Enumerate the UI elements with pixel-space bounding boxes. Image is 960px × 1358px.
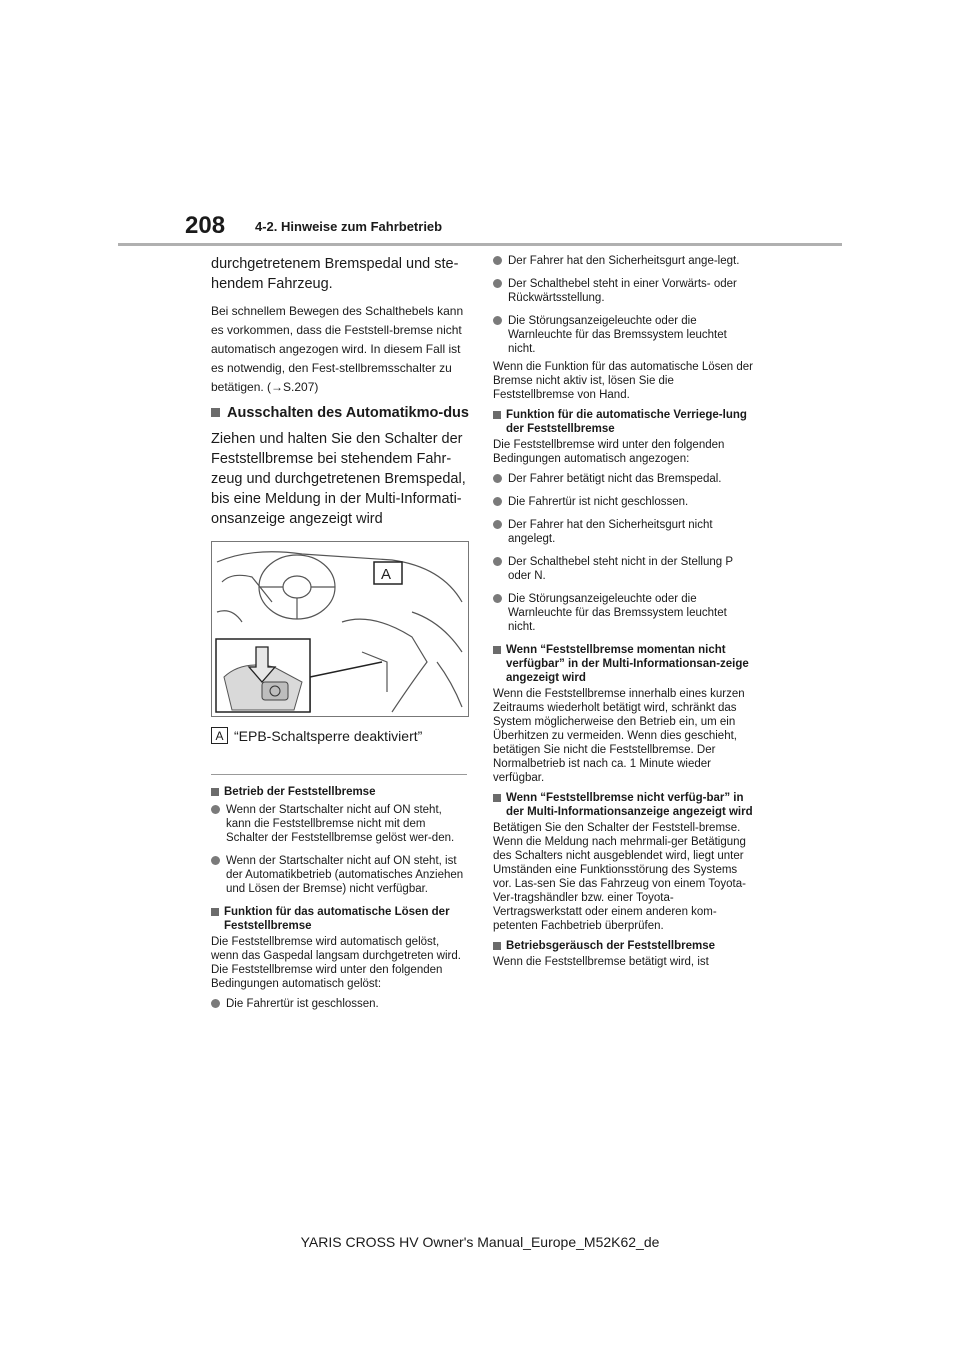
bullet-item: Die Störungsanzeigeleuchte oder die Warnleuchte für das Bremssystem leuchtet nicht. xyxy=(493,314,753,356)
page-number: 208 xyxy=(185,212,226,239)
square-bullet-icon xyxy=(493,646,501,654)
figure-callout-label: A xyxy=(381,566,392,583)
subheading-text: Ausschalten des Automatikmo-dus xyxy=(227,405,469,421)
left-column xyxy=(211,254,469,1020)
square-bullet-icon xyxy=(493,942,501,950)
bullet-item: Der Fahrer hat den Sicherheitsgurt nicht angelegt. xyxy=(493,518,753,546)
round-bullet-icon xyxy=(493,557,502,566)
notes-divider xyxy=(211,774,467,775)
note-heading: Funktion für die automatische Verriege-lung der Feststellbremse xyxy=(493,408,753,436)
figure-caption xyxy=(211,727,469,744)
paragraph: durchgetretenem Bremspedal und ste-hendem Fahrzeug. xyxy=(211,256,459,292)
paragraph: Ziehen und halten Sie den Schalter der Feststellbremse bei stehendem Fahr-zeug und durchgetretenen Bremspedal, bis eine Meldung in der Multi-Informati-onsanzeige angezeigt wird xyxy=(211,431,466,527)
bullet-item: Der Fahrer betätigt nicht das Bremspedal. xyxy=(493,472,753,486)
note-heading: Funktion für das automatische Lösen der Feststellbremse xyxy=(211,905,469,933)
note-text: Die Feststellbremse wird unter den folgenden Bedingungen automatisch gelöst: xyxy=(211,964,443,990)
bullet-item: Die Fahrertür ist nicht geschlossen. xyxy=(493,495,753,509)
note-heading: Wenn “Feststellbremse momentan nicht verfügbar” in der Multi-Informationsan-zeige angezeigt wird xyxy=(493,643,753,685)
caption-text: “EPB-Schaltsperre deaktiviert” xyxy=(234,727,423,744)
square-bullet-icon xyxy=(493,794,501,802)
note-heading: Betriebsgeräusch der Feststellbremse xyxy=(493,939,753,953)
square-bullet-icon xyxy=(211,408,220,417)
round-bullet-icon xyxy=(211,856,220,865)
round-bullet-icon xyxy=(493,316,502,325)
section-title: 4-2. Hinweise zum Fahrbetrieb xyxy=(255,219,443,234)
header-divider xyxy=(118,243,842,246)
parking-brake-switch-illustration xyxy=(211,541,469,717)
bullet-item: Die Störungsanzeigeleuchte oder die Warnleuchte für das Bremssystem leuchtet nicht. xyxy=(493,592,753,634)
round-bullet-icon xyxy=(493,474,502,483)
round-bullet-icon xyxy=(493,520,502,529)
round-bullet-icon xyxy=(211,805,220,814)
bullet-item: Der Fahrer hat den Sicherheitsgurt ange-legt. xyxy=(493,254,753,268)
round-bullet-icon xyxy=(493,594,502,603)
footer-manual-id: YARIS CROSS HV Owner's Manual_Europe_M52K62_de xyxy=(300,1234,660,1250)
bullet-item: Der Schalthebel steht in einer Vorwärts- oder Rückwärtsstellung. xyxy=(493,277,753,305)
note-text: Die Feststellbremse wird unter den folgenden Bedingungen automatisch angezogen: xyxy=(493,439,725,465)
note-text: Wenn die Feststellbremse betätigt wird, ist xyxy=(493,956,709,968)
right-column xyxy=(493,254,753,975)
bullet-item: Die Fahrertür ist geschlossen. xyxy=(211,997,469,1011)
bullet-item: Wenn der Startschalter nicht auf ON steht, ist der Automatikbetrieb (automatisches Anziehen und Lösen der Bremse) nicht verfügbar. xyxy=(211,854,469,896)
note-heading: Betrieb der Feststellbremse xyxy=(211,785,469,799)
subheading xyxy=(211,403,469,423)
round-bullet-icon xyxy=(493,497,502,506)
note-text: Betätigen Sie den Schalter der Feststell-bremse. Wenn die Meldung nach mehrmali-ger Betätigung des Schalters nicht ausgeblendet wird, liegt unter Umständen eine Funktionsstörung des Systems vor. Las-sen Sie das Fahrzeug von einem Toyota-Ver-tragshändler bzw. einer Toyota-Vertragswerkstatt oder einem anderen kom-petenten Fachbetrieb überprüfen. xyxy=(493,822,746,932)
dashboard-drawing xyxy=(212,542,468,716)
caption-label-box: A xyxy=(211,727,228,744)
bullet-item: Der Schalthebel steht nicht in der Stellung P oder N. xyxy=(493,555,753,583)
paragraph: Bei schnellem Bewegen des Schalthebels kann es vorkommen, dass die Feststell-bremse nicht automatisch angezogen wird. In diesem Fall ist es notwendig, den Fest-stellbremsschalter zu betätigen. (→S.207) xyxy=(211,304,464,394)
round-bullet-icon xyxy=(493,256,502,265)
note-text: Wenn die Feststellbremse innerhalb eines kurzen Zeitraums wiederholt betätigt wird, schränkt das System möglicherweise den Betrieb ein, um ein Überhitzen zu vermeiden. Wenn dies geschieht, betätigen Sie nicht die Feststellbremse. Der Normalbetrieb ist nach ca. 1 Minute wieder verfügbar. xyxy=(493,688,745,784)
square-bullet-icon xyxy=(211,908,219,916)
bullet-item: Wenn der Startschalter nicht auf ON steht, kann die Feststellbremse nicht mit dem Schalter der Feststellbremse gelöst wer-den. xyxy=(211,803,469,845)
round-bullet-icon xyxy=(493,279,502,288)
note-text: Wenn die Funktion für das automatische Lösen der Bremse nicht aktiv ist, lösen Sie die Feststellbremse von Hand. xyxy=(493,361,753,401)
round-bullet-icon xyxy=(211,999,220,1008)
note-text: Die Feststellbremse wird automatisch gelöst, wenn das Gaspedal langsam durchgetreten wird. xyxy=(211,936,461,962)
square-bullet-icon xyxy=(493,411,501,419)
square-bullet-icon xyxy=(211,788,219,796)
note-heading: Wenn “Feststellbremse nicht verfüg-bar” in der Multi-Informationsanzeige angezeigt wird xyxy=(493,791,753,819)
